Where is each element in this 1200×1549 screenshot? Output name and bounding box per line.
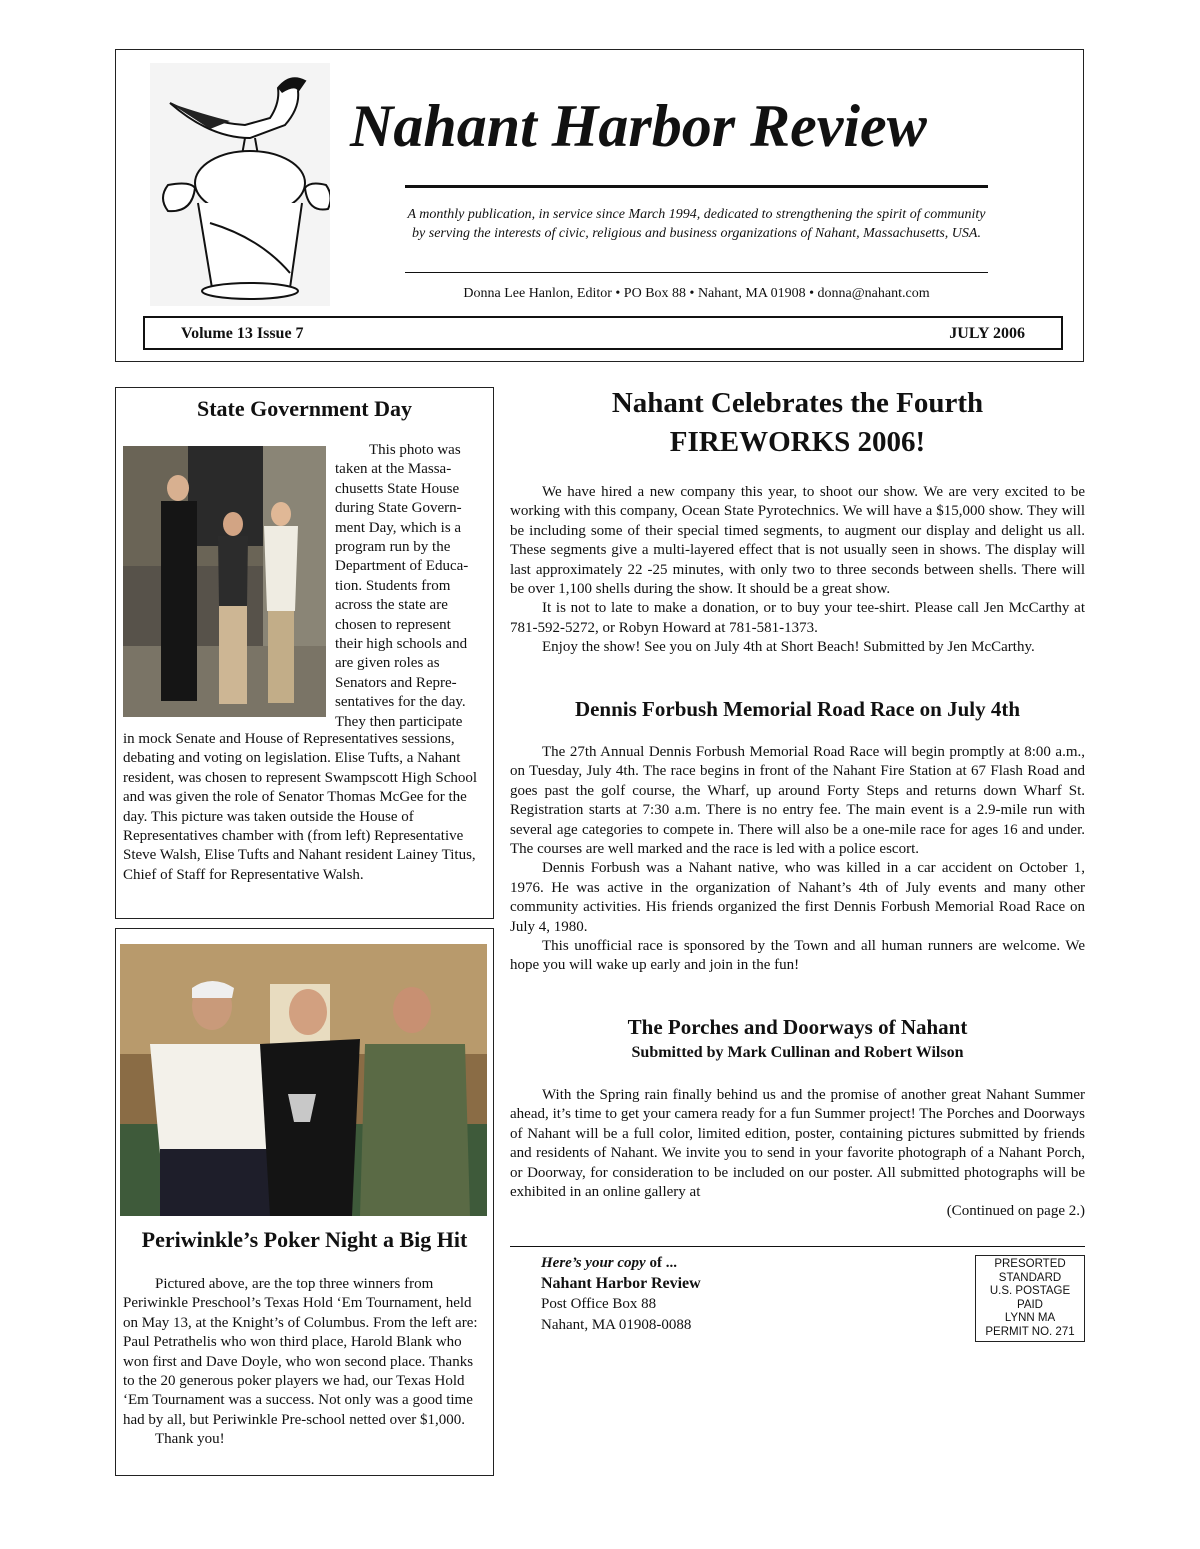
fireworks-paragraph-2: It is not to late to make a donation, or to buy your tee-shirt. Please call Jen McCarthy at 781-592-5272, or Robyn Howard at 781-581-1373.	[510, 600, 1085, 636]
fireworks-heading-line1: Nahant Celebrates the Fourth	[611, 387, 984, 419]
continued-note: (Continued on page 2.)	[946, 1203, 1085, 1220]
road-race-article	[510, 743, 1085, 976]
volume-bar	[143, 316, 1063, 350]
porches-paragraph-1: With the Spring rain finally behind us and the promise of another great Nahant Summer ahead, it’s time to get your camera ready for a fun Summer project! The Porches and Doorways of Nahant will be a full color, limited edition, poster, containing pictures submitted by friends and residents of Nahant. We invite you to send in your favorite photograph of a Nahant Porch, or Doorway, for consideration to be included on our poster. All submitted photographs will be exhibited in an online gallery at	[510, 1087, 1085, 1201]
state-house-photo	[123, 446, 326, 717]
mailing-line-1: Post Office Box 88	[541, 1296, 657, 1312]
road-race-paragraph-3: This unofficial race is sponsored by the Town and all human runners are welcome. We hope you will wake up early and join in the fun!	[510, 938, 1085, 974]
poker-night-paragraph: Pictured above, are the top three winners from Periwinkle Preschool’s Texas Hold ‘Em Tournament, held on May 13, at the Knight’s of Columbus. From the left are: Paul Petrathelis who won third place, Harold Blank who won first and Dave Doyle, who won second place. Thanks to the 20 generous poker players we had, our Texas Hold ‘Em Tournament was a success. Not only was a good time had by all, but Periwinkle Pre-school netted over $1,000.	[123, 1276, 478, 1428]
indicia-line: PRESORTED	[994, 1258, 1066, 1270]
mailing-copy-rest: of ...	[645, 1255, 677, 1271]
state-government-text-wide: in mock Senate and House of Representatives sessions, debating and voting on legislation. Elise Tufts, a Nahant resident, was chosen to represent Swampscott High School and was given the role of Senator Thomas McGee for the day. This picture was taken outside the House of Representatives chamber with (from left) Representative Steve Walsh, Elise Tufts and Nahant resident Lainey Titus, Chief of Staff for Representative Walsh.	[123, 731, 478, 883]
fireworks-article	[510, 483, 1085, 658]
bird-on-bollard-logo	[150, 63, 330, 306]
mailing-rule	[510, 1246, 1085, 1247]
mailing-copy-italic: Here’s your copy	[541, 1255, 646, 1271]
state-government-paragraph-start: This photo was taken at the Massa-chusetts State House during State Govern-ment Day, which is a program run by the Department of Educa-tion. Students from across the state are chosen to represent their high schools and are given roles as Senators and Repre-sentatives for the day. They then participate	[335, 442, 469, 730]
indicia-line: PAID	[1017, 1298, 1043, 1311]
mailing-name: Nahant Harbor Review	[541, 1274, 701, 1292]
editor-line: Donna Lee Hanlon, Editor • PO Box 88 • Nahant, MA 01908 • donna@nahant.com	[463, 286, 930, 301]
title-rule	[405, 185, 988, 188]
poker-night-thanks: Thank you!	[155, 1431, 225, 1448]
indicia-line: U.S. POSTAGE	[989, 1285, 1071, 1298]
state-government-text-float	[335, 441, 481, 732]
tagline: A monthly publication, in service since March 1994, dedicated to strengthening the spirit of community by serving the interests of civic, religious and business organizations of Nahant, Massachusetts, USA.	[407, 207, 986, 241]
poker-winners-photo	[120, 944, 487, 1216]
porches-heading: The Porches and Doorways of Nahant	[627, 1015, 968, 1039]
poker-night-text	[123, 1275, 485, 1450]
mailing-line-2: Nahant, MA 01908-0088	[541, 1316, 692, 1333]
indicia-line: PERMIT NO. 271	[985, 1325, 1075, 1338]
fireworks-paragraph-1: We have hired a new company this year, to shoot our show. We are very excited to be working with this company, Ocean State Pyrotechnics. We will have a $15,000 show. They will be including some of their special timed segments, to augment our display and delight us all. These segments give a multi-layered effect that is not usually seen in shows. The display will last approximately 22 -25 minutes, with only two to three seconds between shells. There will be over 1,100 shells during the show. It should be a great show.	[510, 484, 1085, 598]
porches-byline: Submitted by Mark Cullinan and Robert Wilson	[631, 1044, 964, 1061]
issue-date: JULY 2006	[949, 325, 1025, 342]
fireworks-heading-line2: FIREWORKS 2006!	[669, 426, 926, 458]
tagline-rule	[405, 272, 988, 273]
postage-indicia	[975, 1255, 1085, 1342]
mailing-copy-line	[541, 1253, 941, 1274]
indicia-line: LYNN MA	[1004, 1312, 1056, 1325]
road-race-heading: Dennis Forbush Memorial Road Race on July 4th	[574, 697, 1021, 721]
indicia-line: STANDARD	[998, 1271, 1062, 1284]
mailing-address	[541, 1253, 941, 1335]
volume-issue: Volume 13 Issue 7	[181, 325, 304, 342]
road-race-paragraph-2: Dennis Forbush was a Nahant native, who was killed in a car accident on October 1, 1976. He was active in the organization of Nahant’s 4th of July events and many other community activities. His friends organized the first Dennis Forbush Memorial Road Race on July 4, 1980.	[510, 860, 1085, 935]
poker-night-heading: Periwinkle’s Poker Night a Big Hit	[141, 1227, 468, 1252]
newsletter-title: Nahant Harbor Review	[350, 93, 927, 159]
fireworks-heading	[510, 384, 1085, 462]
state-government-heading: State Government Day	[196, 396, 413, 421]
fireworks-paragraph-3: Enjoy the show! See you on July 4th at Short Beach! Submitted by Jen McCarthy.	[542, 639, 1035, 656]
road-race-paragraph-1: The 27th Annual Dennis Forbush Memorial Road Race will begin promptly at 8:00 a.m., on Tuesday, July 4th. The race begins in front of the Nahant Fire Station at 67 Flash Road and goes past the golf course, the Wharf, up around Forty Steps and returns down Wharf St. Registration starts at 7:30 a.m. There is no entry fee. The main event is a 2.9-mile run with several age categories to compete in. There will also be a one-mile race for ages 16 and under. The courses are well marked and the race is led with a police escort.	[510, 744, 1085, 858]
porches-article	[510, 1086, 1085, 1222]
